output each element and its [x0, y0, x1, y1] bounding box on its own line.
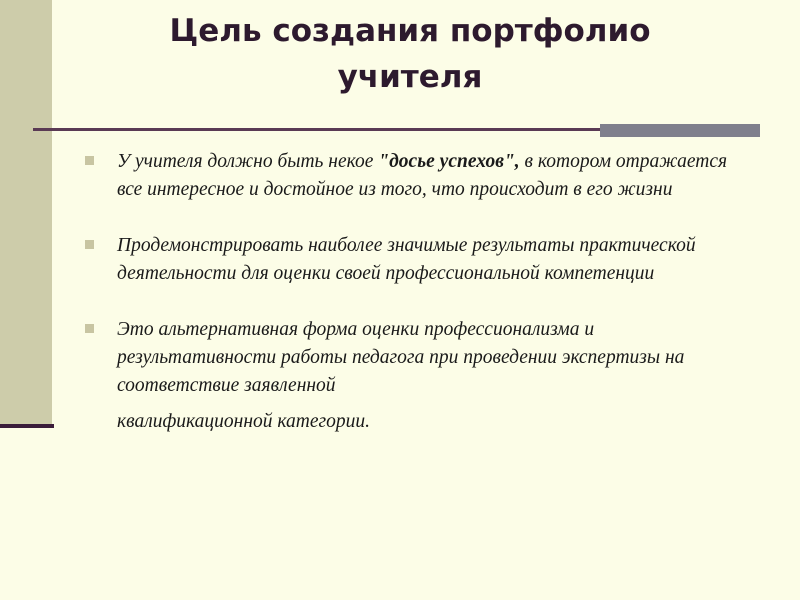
bullet-text-before: У учителя должно быть некое	[117, 151, 379, 172]
bullet-item-portfolio-dossier	[85, 148, 745, 204]
square-bullet-icon	[85, 156, 94, 165]
bullet-item-demonstrate-results	[85, 232, 745, 288]
square-bullet-icon	[85, 240, 94, 249]
bullet-list	[85, 148, 745, 464]
slide-title-line-2: учителя	[337, 59, 483, 95]
title-divider-line	[33, 128, 603, 131]
left-decorative-band	[0, 0, 52, 425]
bullet-item-alternative-assessment	[85, 316, 745, 436]
slide-title	[60, 8, 760, 100]
bullet-text: Продемонстрировать наиболее значимые результаты практической деятельности для оценки своей профессиональной компетенции	[117, 235, 696, 284]
bullet-text: Это альтернативная форма оценки профессионализма и результативности работы педагога при проведении экспертизы на соответствие заявленной	[117, 319, 685, 396]
title-divider-block	[600, 124, 760, 137]
square-bullet-icon	[85, 324, 94, 333]
slide-title-line-1: Цель создания портфолио	[169, 13, 651, 49]
left-band-underline	[0, 424, 54, 428]
bullet-bold-phrase: "досье успехов",	[378, 151, 520, 172]
bullet-text-last-line: квалификационной категории.	[117, 411, 371, 432]
bullet-text-after: в котором отражается все интересное и достойное из того, что происходит в его жизни	[117, 151, 728, 200]
